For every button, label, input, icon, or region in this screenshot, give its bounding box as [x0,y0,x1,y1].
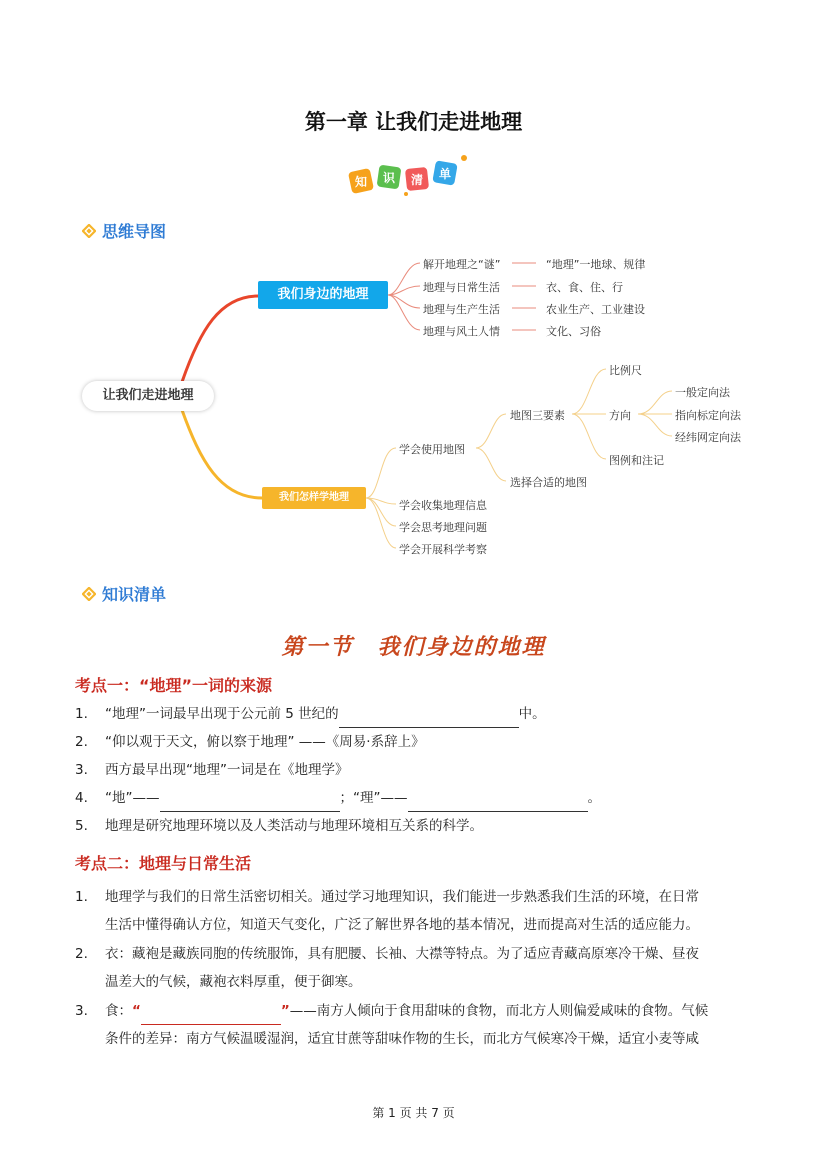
item-number: 3. [75,1003,88,1019]
item-text: 。 [587,790,601,806]
item-text: 西方最早出现“地理”一词是在《地理学》 [105,762,349,778]
item-number: 2. [75,734,88,750]
branch1-item-detail: 农业生产、工业建设 [546,303,645,316]
item-text: 地理学与我们的日常生活密切相关。通过学习地理知识，我们能进一步熟悉我们生活的环境，在日常 [105,889,699,905]
list-item [0,756,827,784]
item-number: 2. [75,946,88,962]
branch1-item-detail: 文化、习俗 [546,325,601,338]
branch1-item-label: 解开地理之“谜” [423,258,501,271]
item-text: 地理是研究地理环境以及人类活动与地理环境相互关系的科学。 [105,818,483,834]
direction-node: 方向 [609,409,631,422]
item-text: ；“理”—— [339,790,408,806]
item-number: 3. [75,762,88,778]
list-item [0,700,827,728]
legend-node: 图例和注记 [609,454,664,467]
mindmap-heading-text: 思维导图 [102,222,167,241]
branch1-item-detail: 衣、食、住、行 [546,281,623,294]
kaodian-1-title: 考点一：“地理”一词的来源 [75,676,273,695]
list-item [0,940,827,996]
item-text: 衣：藏袍是藏族同胞的传统服饰，具有肥腰、长袖、大襟等特点。为了适应青藏高原寒冷干燥、昼夜 [105,946,699,962]
mindmap-root: 让我们走进地理 [82,381,214,411]
list-item [0,784,827,812]
page-title: 第一章 让我们走进地理 [304,109,523,134]
item-text: 中。 [518,706,546,722]
branch2-item: 学会开展科学考察 [399,543,487,556]
list-item [0,997,827,1053]
branch2-item: 学会收集地理信息 [399,499,487,512]
mindmap-branch-1: 我们身边的地理 [258,281,388,309]
badge-char-2: 识 [382,171,396,185]
item-text: 生活中懂得确认方位，知道天气变化，广泛了解世界各地的基本情况，进而提高对生活的适应能力。 [105,917,699,933]
kaodian-2-title: 考点二：地理与日常生活 [75,854,252,873]
item-text: “地”—— [105,790,160,806]
direction-method: 经纬网定向法 [675,431,741,444]
branch1-item-label: 地理与日常生活 [423,281,500,294]
branch2-item: 学会使用地图 [399,443,465,456]
page-footer: 第 1 页 共 7 页 [372,1106,455,1120]
branch2-item: 学会思考地理问题 [399,521,487,534]
choose-map: 选择合适的地图 [510,476,587,489]
item-text: 温差大的气候，藏袍衣料厚重，便于御寒。 [105,974,362,990]
section-title: 第一节 我们身边的地理 [281,634,546,660]
diamond-icon [82,587,96,601]
knowledge-heading [82,582,166,605]
quote-close: ” [280,1003,290,1019]
branch1-item-detail: “地理”一地球、规律 [546,258,646,271]
knowledge-heading-text: 知识清单 [102,585,167,604]
item-number: 1. [75,706,88,722]
item-number: 4. [75,790,88,806]
quote-open: “ [132,1003,141,1019]
item-number: 1. [75,889,88,905]
map-three-elements: 地图三要素 [510,409,565,422]
branch1-item-label: 地理与生产生活 [423,303,500,316]
item-number: 5. [75,818,88,834]
badge-char-4: 单 [438,167,452,181]
direction-method: 一般定向法 [675,386,730,399]
list-item [0,812,827,840]
mindmap-branch-2: 我们怎样学地理 [262,487,366,509]
item-text: 条件的差异：南方气候温暖湿润，适宜甘蔗等甜味作物的生长，而北方气候寒冷干燥，适宜小麦等咸 [105,1031,699,1047]
item-text: “地理”一词最早出现于公元前 5 世纪的 [105,706,339,722]
scale-node: 比例尺 [609,364,642,377]
list-item [0,883,827,939]
fill-blank[interactable] [408,795,588,812]
fill-blank[interactable] [160,795,340,812]
item-text: 食： [105,1003,132,1019]
badge-char-1: 知 [354,175,368,189]
badge-char-3: 清 [410,173,424,187]
direction-method: 指向标定向法 [675,409,741,422]
fill-blank[interactable] [339,711,519,728]
fill-blank[interactable] [141,1008,281,1025]
item-text: “仰以观于天文，俯以察于地理” ——《周易·系辞上》 [105,734,425,750]
branch1-item-label: 地理与风土人情 [423,325,500,338]
list-item [0,728,827,756]
item-text: ——南方人倾向于食用甜味的食物，而北方人则偏爱咸味的食物。气候 [289,1003,709,1019]
